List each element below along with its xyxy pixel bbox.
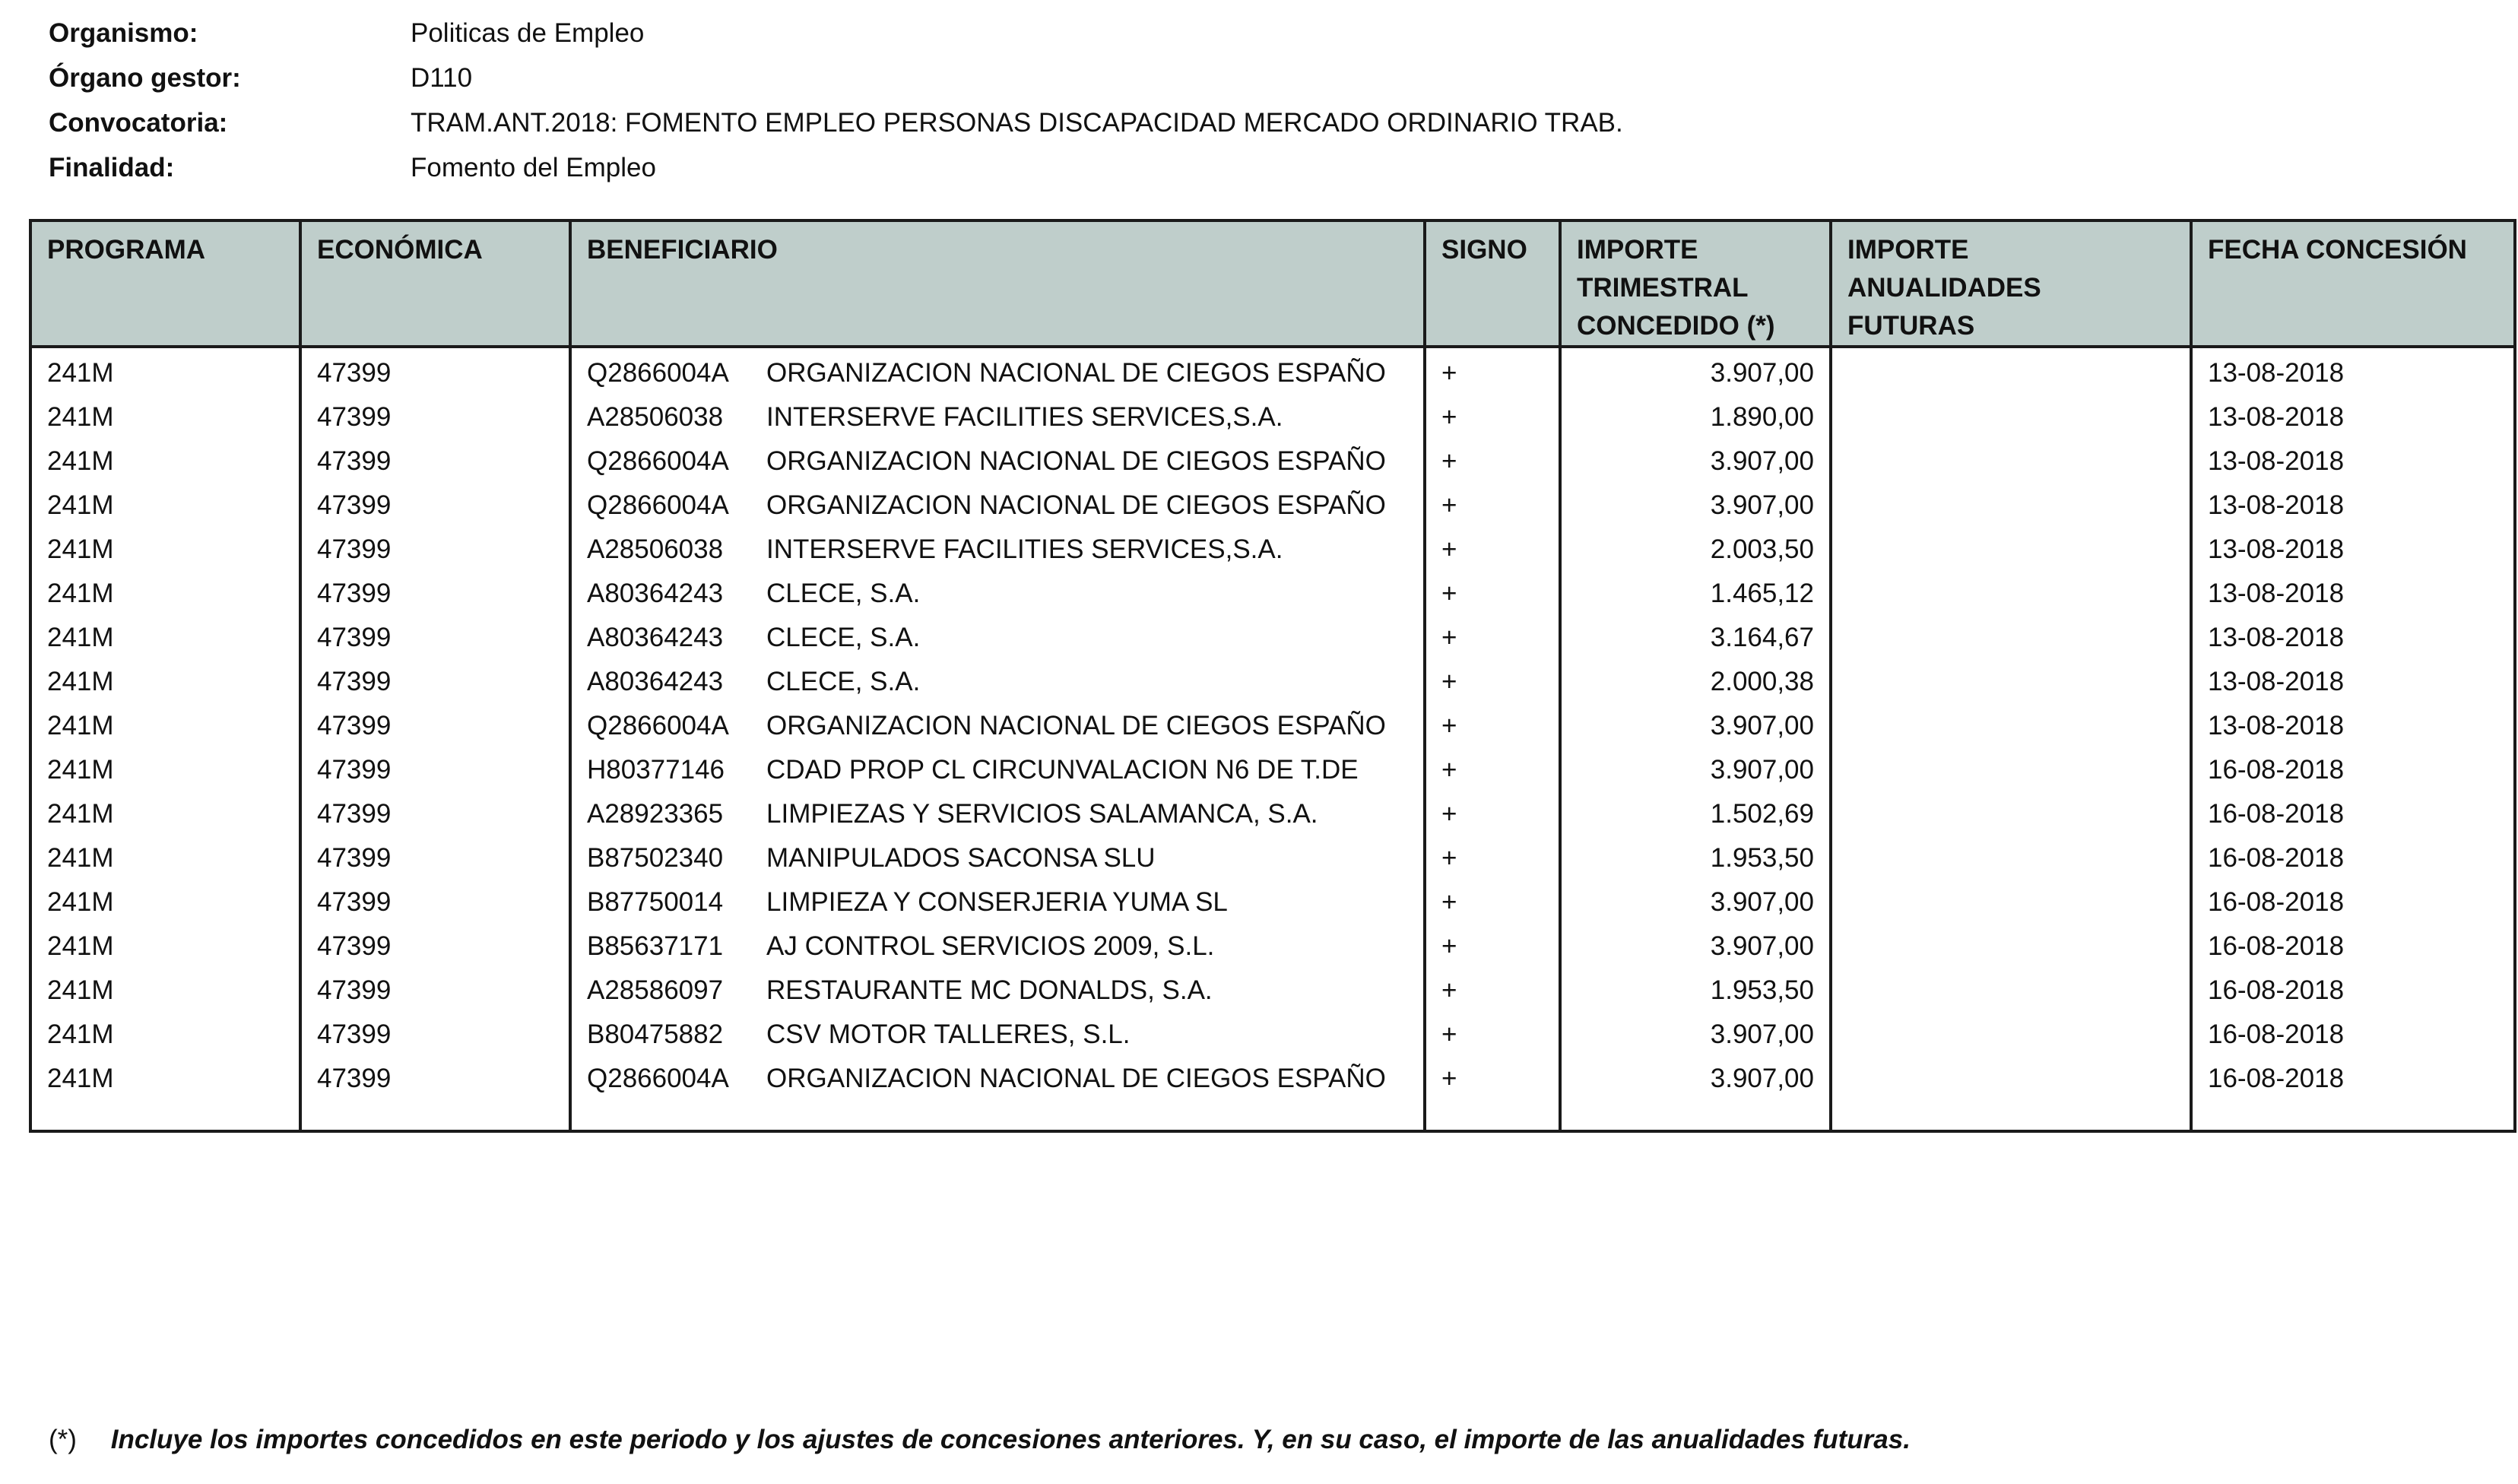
- beneficiary-name: CSV MOTOR TALLERES, S.L.: [766, 1019, 1131, 1049]
- beneficiary-nif: B87502340: [587, 843, 724, 873]
- beneficiary-name: LIMPIEZA Y CONSERJERIA YUMA SL: [766, 887, 1228, 917]
- beneficiary-name: ORGANIZACION NACIONAL DE CIEGOS ESPAÑO: [766, 446, 1386, 476]
- cell-fecha-concesion: 16-08-2018: [2191, 833, 2515, 877]
- beneficiary-nif: Q2866004A: [587, 711, 729, 740]
- beneficiary-name: ORGANIZACION NACIONAL DE CIEGOS ESPAÑO: [766, 711, 1386, 740]
- footnote: [49, 1425, 2482, 1455]
- header-line: FUTURAS: [1847, 311, 1975, 341]
- table-body: [30, 347, 2515, 1131]
- cell-programa: 241M: [30, 480, 300, 525]
- cell-programa: 241M: [30, 347, 300, 392]
- cell-signo: +: [1425, 701, 1560, 745]
- cell-signo: +: [1425, 966, 1560, 1010]
- cell-beneficiario: [570, 613, 1425, 657]
- beneficiary-nif: Q2866004A: [587, 490, 729, 520]
- cell-importe-trimestral: 3.907,00: [1560, 436, 1831, 480]
- cell-beneficiario: [570, 833, 1425, 877]
- cell-programa: 241M: [30, 657, 300, 701]
- cell-economica: 47399: [300, 436, 570, 480]
- beneficiary-name: ORGANIZACION NACIONAL DE CIEGOS ESPAÑO: [766, 490, 1386, 520]
- cell-economica: 47399: [300, 745, 570, 789]
- cell-economica: 47399: [300, 347, 570, 392]
- table-row: [30, 921, 2515, 966]
- document-metadata: [49, 11, 2329, 190]
- cell-programa: 241M: [30, 921, 300, 966]
- table-row: [30, 833, 2515, 877]
- cell-beneficiario: [570, 480, 1425, 525]
- cell-signo: +: [1425, 525, 1560, 569]
- cell-importe-anualidades: [1831, 613, 2191, 657]
- cell-importe-anualidades: [1831, 480, 2191, 525]
- cell-importe-anualidades: [1831, 1054, 2191, 1098]
- cell-beneficiario: [570, 392, 1425, 436]
- cell-importe-trimestral: 1.502,69: [1560, 789, 1831, 833]
- cell-programa: 241M: [30, 745, 300, 789]
- cell-programa: 241M: [30, 569, 300, 613]
- table-row: [30, 966, 2515, 1010]
- cell-beneficiario: [570, 347, 1425, 392]
- cell-importe-anualidades: [1831, 1010, 2191, 1054]
- beneficiary-name: INTERSERVE FACILITIES SERVICES,S.A.: [766, 534, 1283, 564]
- cell-programa: 241M: [30, 613, 300, 657]
- cell-beneficiario: [570, 1010, 1425, 1054]
- cell-programa: 241M: [30, 877, 300, 921]
- cell-programa: 241M: [30, 789, 300, 833]
- cell-importe-trimestral: 3.907,00: [1560, 745, 1831, 789]
- cell-economica: 47399: [300, 877, 570, 921]
- cell-economica: 47399: [300, 480, 570, 525]
- table-row: [30, 480, 2515, 525]
- cell-importe-trimestral: 1.953,50: [1560, 833, 1831, 877]
- beneficiary-name: RESTAURANTE MC DONALDS, S.A.: [766, 975, 1213, 1005]
- cell-fecha-concesion: 16-08-2018: [2191, 1054, 2515, 1098]
- cell-programa: 241M: [30, 525, 300, 569]
- beneficiary-nif: Q2866004A: [587, 1064, 729, 1093]
- table-row: [30, 657, 2515, 701]
- cell-importe-trimestral: 2.003,50: [1560, 525, 1831, 569]
- cell-beneficiario: [570, 1054, 1425, 1098]
- header-line: CONCEDIDO (*): [1577, 311, 1775, 341]
- cell-importe-anualidades: [1831, 569, 2191, 613]
- cell-economica: 47399: [300, 701, 570, 745]
- cell-importe-anualidades: [1831, 525, 2191, 569]
- cell-importe-trimestral: 3.907,00: [1560, 701, 1831, 745]
- cell-importe-trimestral: 3.907,00: [1560, 1054, 1831, 1098]
- cell-economica: 47399: [300, 921, 570, 966]
- cell-importe-trimestral: 1.465,12: [1560, 569, 1831, 613]
- cell-fecha-concesion: 13-08-2018: [2191, 613, 2515, 657]
- cell-beneficiario: [570, 657, 1425, 701]
- table-row: [30, 613, 2515, 657]
- cell-importe-anualidades: [1831, 701, 2191, 745]
- footnote-text: Incluye los importes concedidos en este periodo y los ajustes de concesiones anteriores. Y, en su caso, el importe de las anualidades futuras.: [110, 1425, 1911, 1454]
- meta-value: Fomento del Empleo: [411, 152, 656, 182]
- cell-importe-anualidades: [1831, 745, 2191, 789]
- cell-beneficiario: [570, 569, 1425, 613]
- beneficiary-nif: A80364243: [587, 579, 724, 608]
- beneficiary-nif: H80377146: [587, 755, 725, 785]
- cell-signo: +: [1425, 789, 1560, 833]
- meta-row-finalidad: [49, 145, 2329, 190]
- cell-economica: 47399: [300, 1054, 570, 1098]
- cell-importe-anualidades: [1831, 966, 2191, 1010]
- cell-fecha-concesion: 13-08-2018: [2191, 480, 2515, 525]
- cell-programa: 241M: [30, 1010, 300, 1054]
- table-row: [30, 392, 2515, 436]
- cell-signo: +: [1425, 877, 1560, 921]
- table-row: [30, 525, 2515, 569]
- cell-economica: 47399: [300, 789, 570, 833]
- table-row: [30, 569, 2515, 613]
- beneficiary-nif: A80364243: [587, 667, 724, 696]
- cell-economica: 47399: [300, 966, 570, 1010]
- cell-importe-anualidades: [1831, 436, 2191, 480]
- cell-programa: 241M: [30, 833, 300, 877]
- header-line: TRIMESTRAL: [1577, 273, 1749, 303]
- table-row: [30, 745, 2515, 789]
- header-importe-trimestral: [1560, 220, 1831, 347]
- beneficiary-name: INTERSERVE FACILITIES SERVICES,S.A.: [766, 402, 1283, 432]
- header-programa: PROGRAMA: [30, 220, 300, 347]
- cell-beneficiario: [570, 966, 1425, 1010]
- cell-fecha-concesion: 16-08-2018: [2191, 966, 2515, 1010]
- table-row: [30, 436, 2515, 480]
- table-row: [30, 1054, 2515, 1098]
- meta-label: Convocatoria:: [49, 107, 228, 138]
- beneficiary-nif: A80364243: [587, 623, 724, 652]
- meta-label: Finalidad:: [49, 152, 175, 182]
- cell-importe-trimestral: 3.907,00: [1560, 921, 1831, 966]
- cell-fecha-concesion: 13-08-2018: [2191, 392, 2515, 436]
- cell-beneficiario: [570, 436, 1425, 480]
- beneficiary-name: CDAD PROP CL CIRCUNVALACION N6 DE T.DE: [766, 755, 1359, 785]
- cell-signo: +: [1425, 569, 1560, 613]
- table-row: [30, 1010, 2515, 1054]
- cell-economica: 47399: [300, 1010, 570, 1054]
- cell-fecha-concesion: 16-08-2018: [2191, 789, 2515, 833]
- cell-beneficiario: [570, 525, 1425, 569]
- cell-importe-anualidades: [1831, 921, 2191, 966]
- cell-fecha-concesion: 13-08-2018: [2191, 569, 2515, 613]
- meta-label: Organismo:: [49, 17, 198, 48]
- beneficiary-nif: B80475882: [587, 1019, 724, 1049]
- grants-table: [29, 219, 2516, 1133]
- cell-signo: +: [1425, 833, 1560, 877]
- header-line: ANUALIDADES: [1847, 273, 2041, 303]
- header-fecha-concesion: FECHA CONCESIÓN: [2191, 220, 2515, 347]
- cell-economica: 47399: [300, 392, 570, 436]
- cell-signo: +: [1425, 745, 1560, 789]
- beneficiary-name: CLECE, S.A.: [766, 623, 921, 652]
- cell-fecha-concesion: 13-08-2018: [2191, 525, 2515, 569]
- beneficiary-nif: Q2866004A: [587, 446, 729, 476]
- cell-importe-trimestral: 2.000,38: [1560, 657, 1831, 701]
- cell-fecha-concesion: 16-08-2018: [2191, 877, 2515, 921]
- beneficiary-name: AJ CONTROL SERVICIOS 2009, S.L.: [766, 931, 1215, 961]
- cell-importe-trimestral: 3.907,00: [1560, 480, 1831, 525]
- beneficiary-nif: B85637171: [587, 931, 724, 961]
- cell-economica: 47399: [300, 833, 570, 877]
- cell-economica: 47399: [300, 569, 570, 613]
- beneficiary-name: CLECE, S.A.: [766, 579, 921, 608]
- cell-importe-anualidades: [1831, 347, 2191, 392]
- beneficiary-nif: A28506038: [587, 402, 724, 432]
- header-importe-anualidades: [1831, 220, 2191, 347]
- table-row: [30, 877, 2515, 921]
- cell-importe-anualidades: [1831, 789, 2191, 833]
- cell-signo: +: [1425, 613, 1560, 657]
- cell-beneficiario: [570, 789, 1425, 833]
- beneficiary-nif: A28506038: [587, 534, 724, 564]
- cell-economica: 47399: [300, 657, 570, 701]
- footnote-mark: (*): [49, 1425, 77, 1454]
- header-line: IMPORTE: [1847, 235, 1969, 265]
- cell-programa: 241M: [30, 701, 300, 745]
- header-line: IMPORTE: [1577, 235, 1698, 265]
- cell-fecha-concesion: 16-08-2018: [2191, 1010, 2515, 1054]
- cell-fecha-concesion: 13-08-2018: [2191, 701, 2515, 745]
- cell-importe-anualidades: [1831, 392, 2191, 436]
- cell-economica: 47399: [300, 613, 570, 657]
- cell-importe-anualidades: [1831, 833, 2191, 877]
- table-header: [30, 220, 2515, 347]
- meta-value: D110: [411, 62, 473, 93]
- table-row: [30, 701, 2515, 745]
- cell-importe-trimestral: 3.164,67: [1560, 613, 1831, 657]
- beneficiary-name: ORGANIZACION NACIONAL DE CIEGOS ESPAÑO: [766, 358, 1386, 388]
- table-row: [30, 789, 2515, 833]
- beneficiary-name: ORGANIZACION NACIONAL DE CIEGOS ESPAÑO: [766, 1064, 1386, 1093]
- cell-beneficiario: [570, 921, 1425, 966]
- meta-row-organismo: [49, 11, 2329, 55]
- cell-signo: +: [1425, 392, 1560, 436]
- cell-signo: +: [1425, 480, 1560, 525]
- cell-beneficiario: [570, 701, 1425, 745]
- cell-signo: +: [1425, 1054, 1560, 1098]
- beneficiary-nif: A28923365: [587, 799, 724, 829]
- cell-signo: +: [1425, 657, 1560, 701]
- cell-fecha-concesion: 13-08-2018: [2191, 347, 2515, 392]
- cell-economica: 47399: [300, 525, 570, 569]
- cell-importe-trimestral: 3.907,00: [1560, 1010, 1831, 1054]
- cell-fecha-concesion: 16-08-2018: [2191, 921, 2515, 966]
- beneficiary-nif: A28586097: [587, 975, 724, 1005]
- cell-importe-trimestral: 1.953,50: [1560, 966, 1831, 1010]
- beneficiary-nif: Q2866004A: [587, 358, 729, 388]
- beneficiary-nif: B87750014: [587, 887, 724, 917]
- cell-importe-trimestral: 3.907,00: [1560, 347, 1831, 392]
- cell-programa: 241M: [30, 1054, 300, 1098]
- cell-fecha-concesion: 13-08-2018: [2191, 657, 2515, 701]
- table-row: [30, 347, 2515, 392]
- meta-row-organo-gestor: [49, 55, 2329, 100]
- beneficiary-name: MANIPULADOS SACONSA SLU: [766, 843, 1156, 873]
- header-beneficiario: BENEFICIARIO: [570, 220, 1425, 347]
- cell-signo: +: [1425, 1010, 1560, 1054]
- meta-value: Politicas de Empleo: [411, 17, 645, 48]
- cell-signo: +: [1425, 436, 1560, 480]
- cell-programa: 241M: [30, 966, 300, 1010]
- cell-beneficiario: [570, 877, 1425, 921]
- cell-fecha-concesion: 13-08-2018: [2191, 436, 2515, 480]
- cell-programa: 241M: [30, 392, 300, 436]
- beneficiary-name: CLECE, S.A.: [766, 667, 921, 696]
- header-economica: ECONÓMICA: [300, 220, 570, 347]
- cell-beneficiario: [570, 745, 1425, 789]
- cell-fecha-concesion: 16-08-2018: [2191, 745, 2515, 789]
- header-row: [30, 220, 2515, 347]
- header-signo: SIGNO: [1425, 220, 1560, 347]
- meta-value: TRAM.ANT.2018: FOMENTO EMPLEO PERSONAS DISCAPACIDAD MERCADO ORDINARIO TRAB.: [411, 107, 1623, 138]
- meta-row-convocatoria: [49, 100, 2329, 145]
- cell-signo: +: [1425, 347, 1560, 392]
- cell-importe-trimestral: 3.907,00: [1560, 877, 1831, 921]
- cell-importe-trimestral: 1.890,00: [1560, 392, 1831, 436]
- cell-importe-anualidades: [1831, 877, 2191, 921]
- cell-programa: 241M: [30, 436, 300, 480]
- meta-label: Órgano gestor:: [49, 62, 241, 93]
- beneficiary-name: LIMPIEZAS Y SERVICIOS SALAMANCA, S.A.: [766, 799, 1318, 829]
- cell-signo: +: [1425, 921, 1560, 966]
- cell-importe-anualidades: [1831, 657, 2191, 701]
- table-bottom-spacer: [30, 1098, 2515, 1131]
